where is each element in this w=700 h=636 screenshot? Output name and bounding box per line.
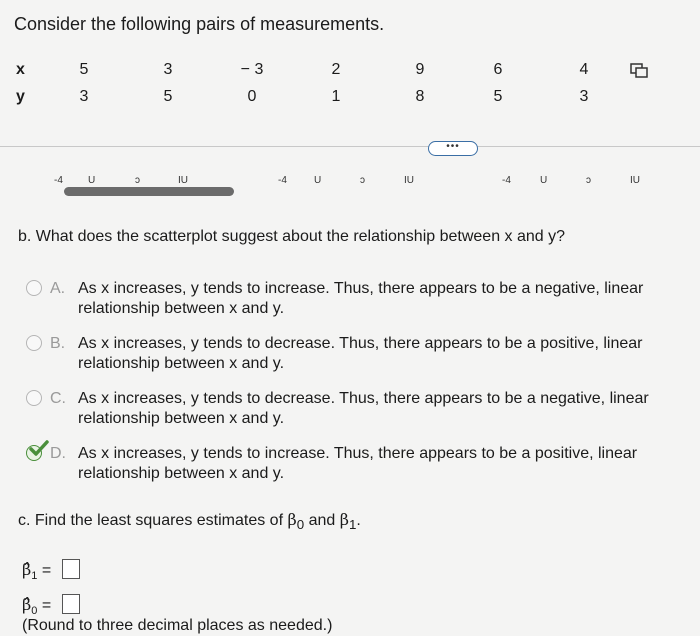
beta0-symbol: β [287, 510, 297, 529]
option-a-line1: As x increases, y tends to increase. Thus, there appears to be a negative, linear [78, 280, 644, 297]
beta1-hat-row: $\betâ_1$ = [22, 560, 52, 583]
axis-tick-label: ɔ [586, 175, 591, 186]
table-x-label: x [16, 61, 25, 78]
axis-tick-label: -4 [278, 175, 287, 186]
y-value: 3 [579, 88, 589, 105]
option-b-text[interactable] [78, 334, 678, 374]
problem-title: Consider the following pairs of measurements. [14, 14, 385, 34]
option-b-radio[interactable] [26, 335, 42, 351]
part-b-question: b. What does the scatterplot suggest about the relationship between x and y? [18, 228, 566, 245]
y-value: 0 [247, 88, 257, 105]
checkmark-icon [28, 440, 50, 458]
beta0-answer-input[interactable] [62, 594, 80, 614]
option-c-line1: As x increases, y tends to decrease. Thus, there appears to be a negative, linear [78, 390, 649, 407]
y-value: 3 [79, 88, 89, 105]
x-value: 9 [415, 61, 425, 78]
axis-tick-label: ɔ [135, 175, 140, 186]
x-value: 3 [163, 61, 173, 78]
beta1-symbol: β [339, 510, 349, 529]
option-a-letter: A. [50, 280, 66, 297]
beta0-hat-row: $\betâ_0$ = [22, 595, 52, 618]
option-d-letter: D. [50, 445, 66, 462]
option-d-line1: As x increases, y tends to increase. Thus, there appears to be a positive, linear [78, 445, 638, 462]
axis-tick-label: IU [404, 175, 414, 186]
option-b-line2: relationship between x and y. [78, 355, 285, 372]
table-y-label: y [16, 88, 25, 105]
axis-tick-label: -4 [54, 175, 63, 186]
x-value: − 3 [240, 61, 264, 78]
option-d-text[interactable] [78, 444, 678, 484]
copy-data-icon[interactable] [630, 63, 648, 79]
beta0-hat-label: β̂ [22, 595, 32, 614]
section-divider [0, 146, 700, 147]
x-value: 4 [579, 61, 589, 78]
scroll-bar[interactable] [64, 187, 234, 196]
axis-tick-label: -4 [502, 175, 511, 186]
option-c-letter: C. [50, 390, 66, 407]
axis-tick-label: IU [178, 175, 188, 186]
axis-tick-label: IU [630, 175, 640, 186]
x-value: 5 [79, 61, 89, 78]
y-value: 5 [493, 88, 503, 105]
axis-tick-label: U [540, 175, 548, 186]
expand-ellipsis-button[interactable]: ••• [428, 141, 478, 156]
option-c-radio[interactable] [26, 390, 42, 406]
option-a-line2: relationship between x and y. [78, 300, 285, 317]
y-value: 1 [331, 88, 341, 105]
axis-tick-label: U [314, 175, 322, 186]
option-b-letter: B. [50, 335, 66, 352]
y-value: 8 [415, 88, 425, 105]
option-a-radio[interactable] [26, 280, 42, 296]
x-value: 6 [493, 61, 503, 78]
part-c-question: c. Find the least squares estimates of $\beta_0$ and $\beta_1$. [18, 510, 361, 533]
option-b-line1: As x increases, y tends to decrease. Thus, there appears to be a positive, linear [78, 335, 643, 352]
option-d-line2: relationship between x and y. [78, 465, 285, 482]
y-value: 5 [163, 88, 173, 105]
beta1-hat-label: β̂ [22, 560, 32, 579]
option-c-text[interactable] [78, 389, 678, 429]
axis-tick-label: ɔ [360, 175, 365, 186]
beta1-answer-input[interactable] [62, 559, 80, 579]
option-c-line2: relationship between x and y. [78, 410, 285, 427]
rounding-note: (Round to three decimal places as needed.) [22, 617, 333, 634]
x-value: 2 [331, 61, 341, 78]
axis-tick-label: U [88, 175, 96, 186]
option-a-text[interactable] [78, 279, 678, 319]
